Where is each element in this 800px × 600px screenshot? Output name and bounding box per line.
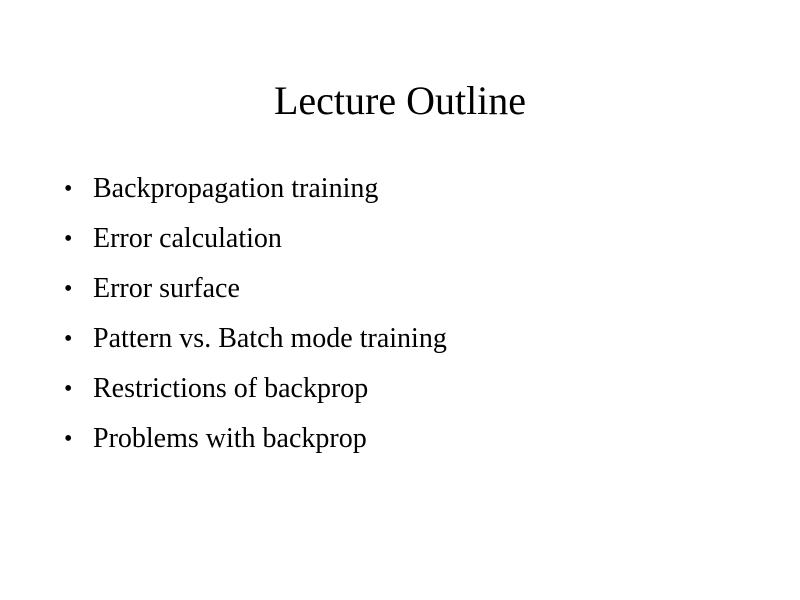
list-item-text: Error surface bbox=[93, 273, 240, 304]
bullet-icon: • bbox=[64, 226, 73, 252]
bullet-icon: • bbox=[64, 426, 73, 452]
list-item-text: Restrictions of backprop bbox=[93, 373, 369, 404]
list-item-text: Error calculation bbox=[93, 223, 282, 254]
bullet-list bbox=[64, 164, 447, 464]
list-item bbox=[64, 314, 447, 364]
bullet-icon: • bbox=[64, 176, 73, 202]
bullet-icon: • bbox=[64, 276, 73, 302]
list-item bbox=[64, 214, 447, 264]
list-item bbox=[64, 414, 447, 464]
list-item-text: Problems with backprop bbox=[93, 423, 367, 454]
list-item bbox=[64, 364, 447, 414]
slide-title: Lecture Outline bbox=[273, 78, 527, 123]
bullet-icon: • bbox=[64, 376, 73, 402]
list-item bbox=[64, 264, 447, 314]
bullet-icon: • bbox=[64, 326, 73, 352]
list-item-text: Pattern vs. Batch mode training bbox=[93, 323, 447, 354]
list-item bbox=[64, 164, 447, 214]
list-item-text: Backpropagation training bbox=[93, 173, 379, 204]
